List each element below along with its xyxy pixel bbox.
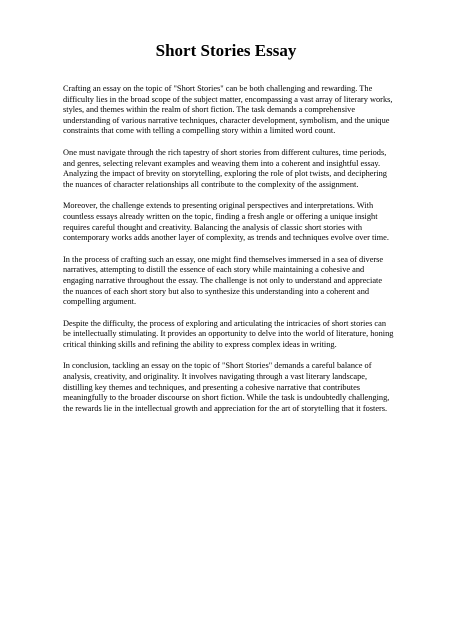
document-title: Short Stories Essay	[155, 41, 297, 60]
paragraph-4: In the process of crafting such an essay, one might find themselves immersed in a sea of diverse narratives, attempting to distill the essence of each story while maintaining a cohesive and engaging narrative throughout the essay. The challenge is not only to understand and appreciate the nuances of each short story but also to synthesize this understanding into a coherent and compelling argument.	[63, 254, 384, 307]
paragraph-2: One must navigate through the rich tapestry of short stories from different cultures, time periods, and genres, selecting relevant examples and weaving them into a coherent and insightful essay. Analyzing the impact of brevity on storytelling, exploring the role of plot twists, and deciphering the nuances of character relationships all contribute to the complexity of the assignment.	[63, 147, 387, 189]
paragraph-6: In conclusion, tackling an essay on the topic of "Short Stories" demands a careful balance of analysis, creativity, and originality. It involves navigating through a vast literary landscape, distilling key themes and techniques, and presenting a cohesive narrative that contributes meaningfully to the broader discourse on short fiction. While the task is undoubtedly challenging, the rewards lie in the intellectual growth and appreciation for the art of storytelling that it fosters.	[63, 361, 390, 413]
paragraph-5: Despite the difficulty, the process of exploring and articulating the intricacies of short stories can be intellectually stimulating. It provides an opportunity to delve into the world of literature, honing critical thinking skills and refining the ability to express complex ideas in writing.	[63, 318, 394, 349]
document-body	[63, 84, 394, 425]
paragraph-1: Crafting an essay on the topic of "Short Stories" can be both challenging and rewarding. The difficulty lies in the broad scope of the subject matter, encompassing a vast array of literary works, styles, and themes within the realm of short fiction. The task demands a comprehensive understanding of various narrative techniques, character development, symbolism, and the unique constraints that come with telling a compelling story within a limited word count.	[63, 84, 393, 136]
paragraph-3: Moreover, the challenge extends to presenting original perspectives and interpretations. With countless essays already written on the topic, finding a fresh angle or offering a unique insight requires careful thought and creativity. Balancing the analysis of classic short stories with contemporary works adds another layer of complexity, as trends and techniques evolve over time.	[63, 201, 389, 243]
